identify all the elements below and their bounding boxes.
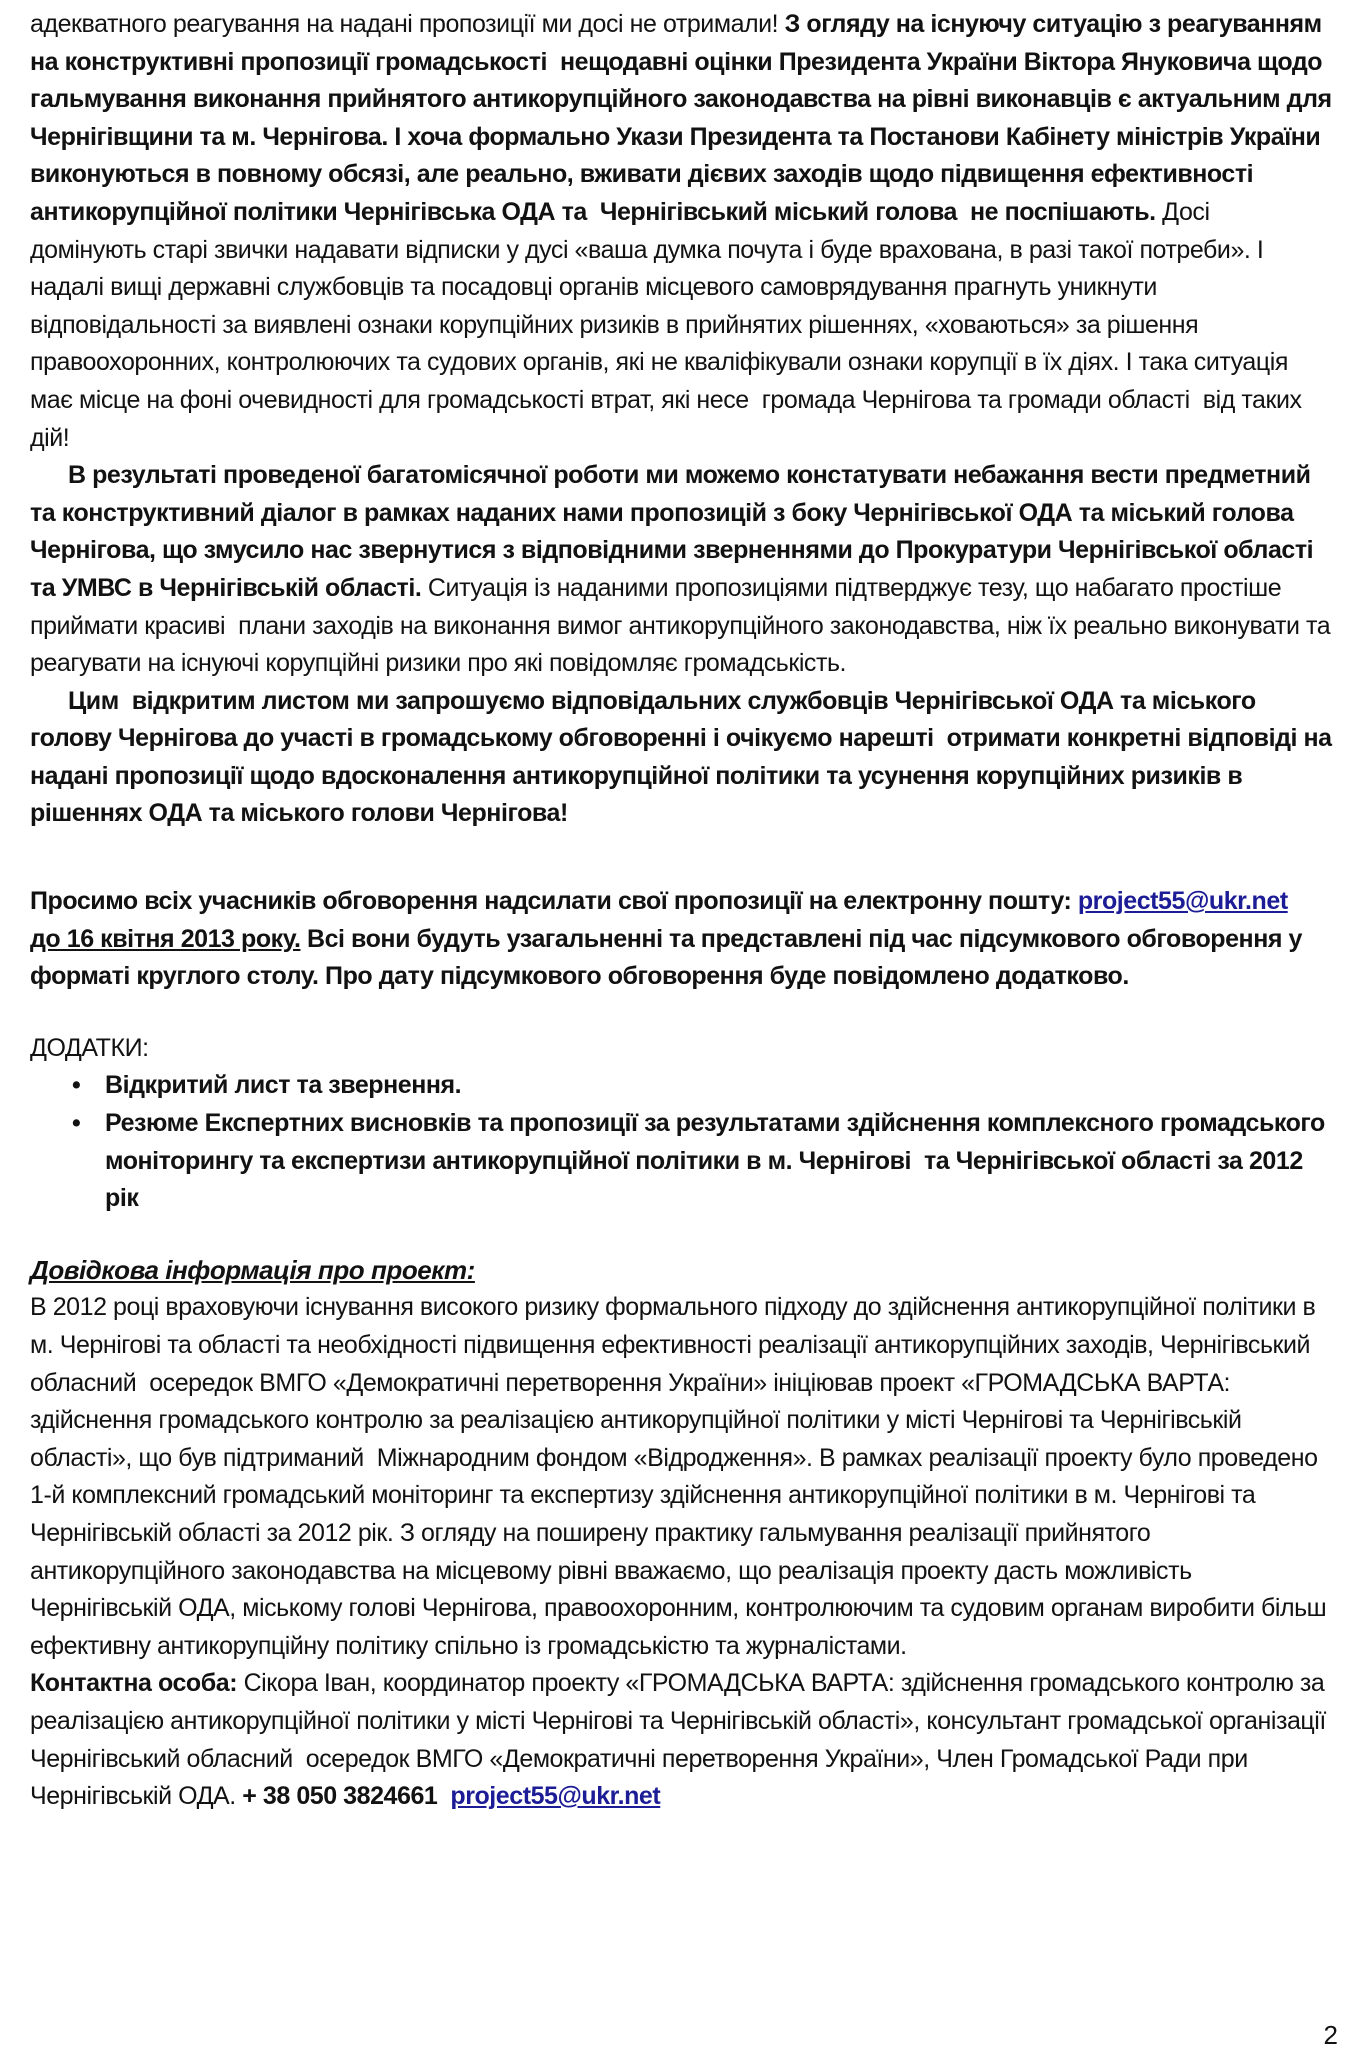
email-link[interactable]: project55@ukr.net xyxy=(450,1782,661,1811)
text-run: Всі вони будуть узагальненні та представлені під час підсумкового обговорення у форматі круглого столу. Про дату підсумкового обговорення буде повідомлено додатково. xyxy=(30,924,1309,991)
text-run: адекватного реагування на надані пропозиції ми досі не отримали! xyxy=(30,10,785,38)
text-run: Відкритий лист та звернення. xyxy=(105,1071,462,1100)
text-run: В результаті проведеної багатомісячної роботи ми можемо констатувати небажання вести предметний та конструктивний діалог в рамках наданих нами пропозицій з боку Чернігівської ОДА та міський голова Чернігова, що змусило нас звернутися з відповідними зверненнями до Прокуратури Чернігівської області та УМВС в Чернігівській області. xyxy=(30,461,1320,602)
text-run: Цим відкритим листом ми запрошуємо відповідальних службовців Чернігівської ОДА та міського голову Чернігова до участі в громадському обговоренні і очікуємо нарешті отримати конкретні відповіді на надані пропозиції щодо вдосконалення антикорупційної політики та усунення корупційних ризиків в рішеннях ОДА та міського голови Чернігова! xyxy=(30,686,1339,828)
text-run: Ситуація із наданими пропозиціями підтверджує тезу, що набагато простіше приймати красиві плани заходів на виконання вимог антикорупційного законодавства, ніж їх реально виконувати та реагувати на існуючі корупційні ризики про які повідомляє громадськість. xyxy=(30,573,1337,678)
text-run: Просимо всіх учасників обговорення надсилати свої пропозиції на електронну пошту: xyxy=(30,887,1078,916)
list-item xyxy=(30,1067,1332,1105)
paragraph xyxy=(30,883,1332,996)
paragraph xyxy=(30,6,1339,457)
text-run: Досі домінують старі звички надавати відписки у дусі «ваша думка почута і буде врахована, в разі такої потреби». І надалі вищі державні службовців та посадовці органів місцевого самоврядування прагнуть уникнути відповідальності за виявлені ознаки корупційних ризиків в прийнятих рішеннях, «ховаються» за рішення правоохоронних, контролюючих та судових органів, які не кваліфікували ознаки корупції в їх діях. І така ситуація має місце на фоні очевидності для громадськості втрат, які несе громада Чернігова та громади області від таких дій! xyxy=(30,197,1309,452)
paragraph xyxy=(30,1030,1332,1068)
page-number: 2 xyxy=(1323,2020,1338,2050)
text-run: Контактна особа: xyxy=(30,1669,244,1698)
list-item-text xyxy=(105,1067,1332,1105)
paragraph xyxy=(30,683,1339,833)
list-item xyxy=(30,1105,1332,1218)
document-body xyxy=(30,6,1339,1816)
bullet-marker-icon: • xyxy=(72,1071,81,1100)
bullet-marker-icon: • xyxy=(72,1109,81,1138)
text-run: ДОДАТКИ: xyxy=(30,1033,149,1062)
text-run: В 2012 році враховуючи існування високого ризику формального підходу до здійснення антикорупційної політики в м. Чернігові та області та необхідності підвищення ефективності реалізації антикорупційних заходів, Чернігівський обласний осередок ВМГО «Демократичні перетворення України» ініціював проект «ГРОМАДСЬКА ВАРТА: здійснення громадського контролю за реалізацією антикорупційної політики у місті Чернігові та Чернігівській області», що був підтриманий Міжнародним фондом «Відродження». В рамках реалізації проекту було проведено 1-й комплексний громадський моніторинг та експертизу здійснення антикорупційної політики в м. Чернігові та Чернігівській області за 2012 рік. З огляду на поширену практику гальмування реалізації прийнятого антикорупційного законодавства на місцевому рівні вважаємо, що реалізація проекту дасть можливість Чернігівській ОДА, міському голові Чернігова, правоохоронним, контролюючим та судовим органам виробити більш ефективну антикорупційну політику спільно із громадськістю та журналістами. xyxy=(30,1293,1333,1660)
text-run: Резюме Експертних висновків та пропозиції за результатами здійснення комплексного громадського моніторингу та експертизи антикорупційної політики в м. Чернігові та Чернігівської області за 2012 рік xyxy=(105,1109,1332,1213)
email-link[interactable]: project55@ukr.net xyxy=(1077,887,1288,916)
text-run: Сікора Іван, координатор проекту «ГРОМАДСЬКА ВАРТА: здійснення громадського контролю за реалізацією антикорупційної політики у місті Чернігові та Чернігівській області», консультант громадської організації Чернігівський обласний осередок ВМГО «Демократичні перетворення України», Член Громадської Ради при Чернігівській ОДА. xyxy=(30,1669,1339,1811)
text-run: Довідкова інформація про проект: xyxy=(30,1254,475,1285)
section-heading xyxy=(30,1252,1332,1290)
paragraph xyxy=(30,1665,1339,1815)
text-run: до 16 квітня 2013 року. xyxy=(30,924,301,953)
paragraph xyxy=(30,1289,1332,1665)
text-run: З огляду на існуючу ситуацію з реагуванням на конструктивні пропозиції громадськості нещодавні оцінки Президента України Віктора Януковича щодо гальмування виконання прийнятого антикорупційного законодавства на рівні виконавців є актуальним для Чернігівщини та м. Чернігова. І хоча формально Укази Президента та Постанови Кабінету міністрів України виконуються в повному обсязі, але реально, вживати дієвих заходів щодо підвищення ефективності антикорупційної політики Чернігівська ОДА та Чернігівський міський голова не поспішають. xyxy=(30,10,1339,226)
text-run xyxy=(437,1782,450,1810)
text-run xyxy=(1288,887,1308,915)
paragraph xyxy=(30,457,1337,683)
text-run: + 38 050 3824661 xyxy=(242,1782,438,1811)
list-item-text xyxy=(105,1105,1332,1218)
